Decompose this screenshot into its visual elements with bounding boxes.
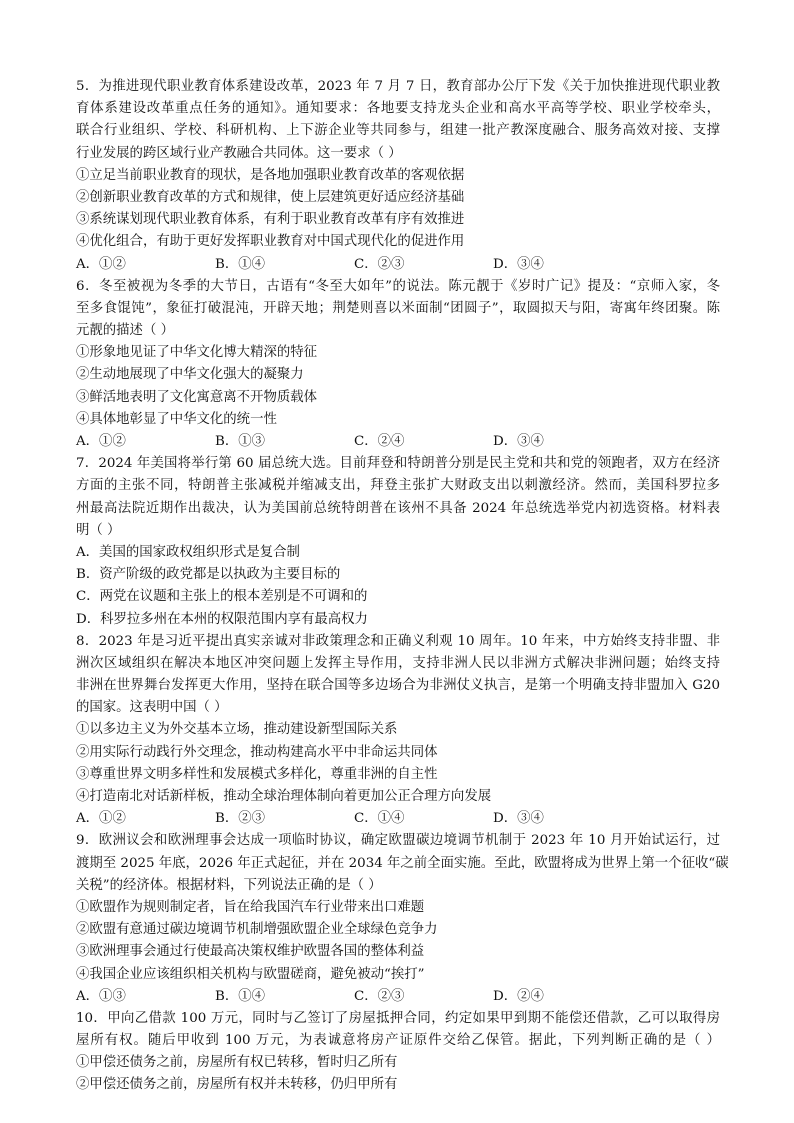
option-a: A．①② (76, 256, 126, 272)
statement: ③尊重世界文明多样性和发展模式多样化，尊重非洲的自主性 (76, 766, 438, 782)
question-stem-line: 的国家。这表明中国（ ） (76, 700, 228, 716)
statement: ②用实际行动践行外交理念，推动构建高水平中非命运共同体 (76, 744, 438, 760)
option-d: D．③④ (493, 434, 544, 449)
question-stem-line: 行业发展的跨区域行业产教融合共同体。这一要求（ ） (76, 145, 402, 161)
question-stem-line: 关税”的经济体。根据材料，下列说法正确的是（ ） (76, 877, 382, 893)
statement: ④具体地彰显了中华文化的统一性 (76, 411, 277, 427)
option-c: C．两党在议题和主张上的根本差别是不可调和的 (76, 589, 368, 605)
option-c: C．②③ (354, 256, 405, 272)
statement: ②欧盟有意通过碳边境调节机制增强欧盟企业全球绿色竞争力 (76, 922, 438, 938)
question-7 (76, 453, 720, 631)
question-stem-line: 联合行业组织、学校、科研机构、上下游企业等共同参与，组建一批产教深度融合、服务高效对接、支撑 (76, 123, 720, 139)
question-stem-line: 明（ ） (76, 522, 121, 538)
statement: ④我国企业应该组织相关机构与欧盟磋商，避免被动“挨打” (76, 966, 425, 982)
option-a: A．美国的国家政权组织形式是复合制 (76, 544, 300, 560)
question-stem-line: 5．为推进现代职业教育体系建设改革，2023 年 7 月 7 日，教育部办公厅下发《关于加快推进现代职业教 (76, 79, 720, 94)
statement: ③欧洲理事会通过行使最高决策权维护欧盟各国的整体利益 (76, 944, 425, 960)
question-9 (76, 830, 729, 1008)
option-d: D．③④ (493, 256, 544, 272)
option-d: D．③④ (493, 811, 544, 827)
question-stem-line: 州最高法院近期作出裁决，认为美国前总统特朗普在该州不具备 2024 年总统选举党内初选资格。材料表 (76, 500, 720, 516)
question-stem-line: 洲次区域组织在解决本地区冲突问题上发挥主导作用，支持非洲人民以非洲方式解决非洲问题；始终支持 (76, 655, 720, 671)
question-stem-line: 7．2024 年美国将举行第 60 届总统大选。目前拜登和特朗普分别是民主党和共和党的领跑者，双方在经济 (76, 456, 720, 472)
answer-options (76, 254, 720, 276)
statement: ④优化组合，有助于更好发挥职业教育对中国式现代化的促进作用 (76, 234, 465, 250)
answer-options (76, 431, 720, 453)
option-b: B．②③ (215, 811, 266, 827)
option-b: B．资产阶级的政党都是以执政为主要目标的 (76, 567, 341, 583)
statement: ③鲜活地表明了文化寓意离不开物质载体 (76, 389, 318, 405)
option-d: D．科罗拉多州在本州的权限范围内享有最高权力 (76, 611, 368, 627)
statement: ①甲偿还债务之前，房屋所有权已转移，暂时归乙所有 (76, 1055, 398, 1071)
question-stem-line: 育体系建设改革重点任务的通知》。通知要求：各地要支持龙头企业和高水平高等学校、职业学校牵头， (76, 101, 720, 117)
question-stem-line: 至多食馄饨”，象征打破混沌，开辟天地；荆楚则喜以米面制“团圆子”，取圆拟天与阳，寄寓年终团聚。陈 (76, 300, 720, 316)
exam-page (76, 76, 729, 1097)
statement: ①欧盟作为规则制定者，旨在给我国汽车行业带来出口难题 (76, 899, 425, 915)
statement: ②创新职业教育改革的方式和规律，使上层建筑更好适应经济基础 (76, 189, 465, 205)
option-b: B．①③ (215, 434, 266, 449)
option-c: C．②③ (354, 988, 405, 1004)
statement: ①形象地见证了中华文化博大精深的特征 (76, 345, 318, 361)
option-b: B．①④ (215, 256, 266, 272)
option-a: A．①② (76, 811, 126, 827)
question-stem-line: 元靓的描述（ ） (76, 323, 174, 339)
option-b: B．①④ (215, 988, 266, 1004)
option-c: C．①④ (354, 811, 405, 827)
question-stem-line: 9．欧洲议会和欧洲理事会达成一项临时协议，确定欧盟碳边境调节机制于 2023 年 10 月开始试运行，过 (76, 833, 720, 849)
question-stem-line: 渡期至 2025 年底，2026 年正式起征，并在 2034 年之前全面实施。至此，欧盟将成为世界上第一个征收“碳 (76, 855, 729, 871)
answer-options (76, 808, 720, 830)
option-c: C．②④ (354, 434, 405, 449)
statement: ②甲偿还债务之前，房屋所有权并未转移，仍归甲所有 (76, 1077, 398, 1093)
statement: ②生动地展现了中华文化强大的凝聚力 (76, 367, 304, 383)
question-8 (76, 631, 720, 831)
question-stem-line: 10．甲向乙借款 100 万元，同时与乙签订了房屋抵押合同，约定如果甲到期不能偿还借款，乙可以取得房 (76, 1010, 720, 1026)
question-stem-line: 屋所有权。随后甲收到 100 万元，为表诚意将房产证原件交给乙保管。据此，下列判断正确的是（ ） (76, 1033, 720, 1049)
question-stem-line: 方面的主张不同，特朗普主张减税并缩减支出，拜登主张扩大财政支出以刺激经济。然而，美国科罗拉多 (76, 478, 720, 494)
question-stem-line: 6．冬至被视为冬季的大节日，古语有“冬至大如年”的说法。陈元靓于《岁时广记》提及：“京师入家，冬 (76, 278, 720, 294)
statement: ①以多边主义为外交基本立场，推动建设新型国际关系 (76, 722, 398, 738)
question-stem-line: 8．2023 年是习近平提出真实亲诚对非政策理念和正确义利观 10 周年。10 年来，中方始终支持非盟、非 (76, 633, 720, 649)
option-a: A．①② (76, 434, 126, 449)
question-stem-line: 非洲在世界舞台发挥更大作用，坚持在联合国等多边场合为非洲仗义执言，是第一个明确支持非盟加入 G20 (76, 678, 720, 694)
question-10 (76, 1008, 720, 1097)
question-6 (76, 276, 720, 454)
answer-options (76, 986, 720, 1008)
option-d: D．②④ (493, 988, 544, 1004)
statement: ③系统谋划现代职业教育体系，有利于职业教育改革有序有效推进 (76, 212, 465, 228)
statement: ①立足当前职业教育的现状，是各地加强职业教育改革的客观依据 (76, 167, 465, 183)
option-a: A．①③ (76, 988, 126, 1004)
statement: ④打造南北对话新样板，推动全球治理体制向着更加公正合理方向发展 (76, 789, 492, 804)
question-5 (76, 76, 720, 276)
